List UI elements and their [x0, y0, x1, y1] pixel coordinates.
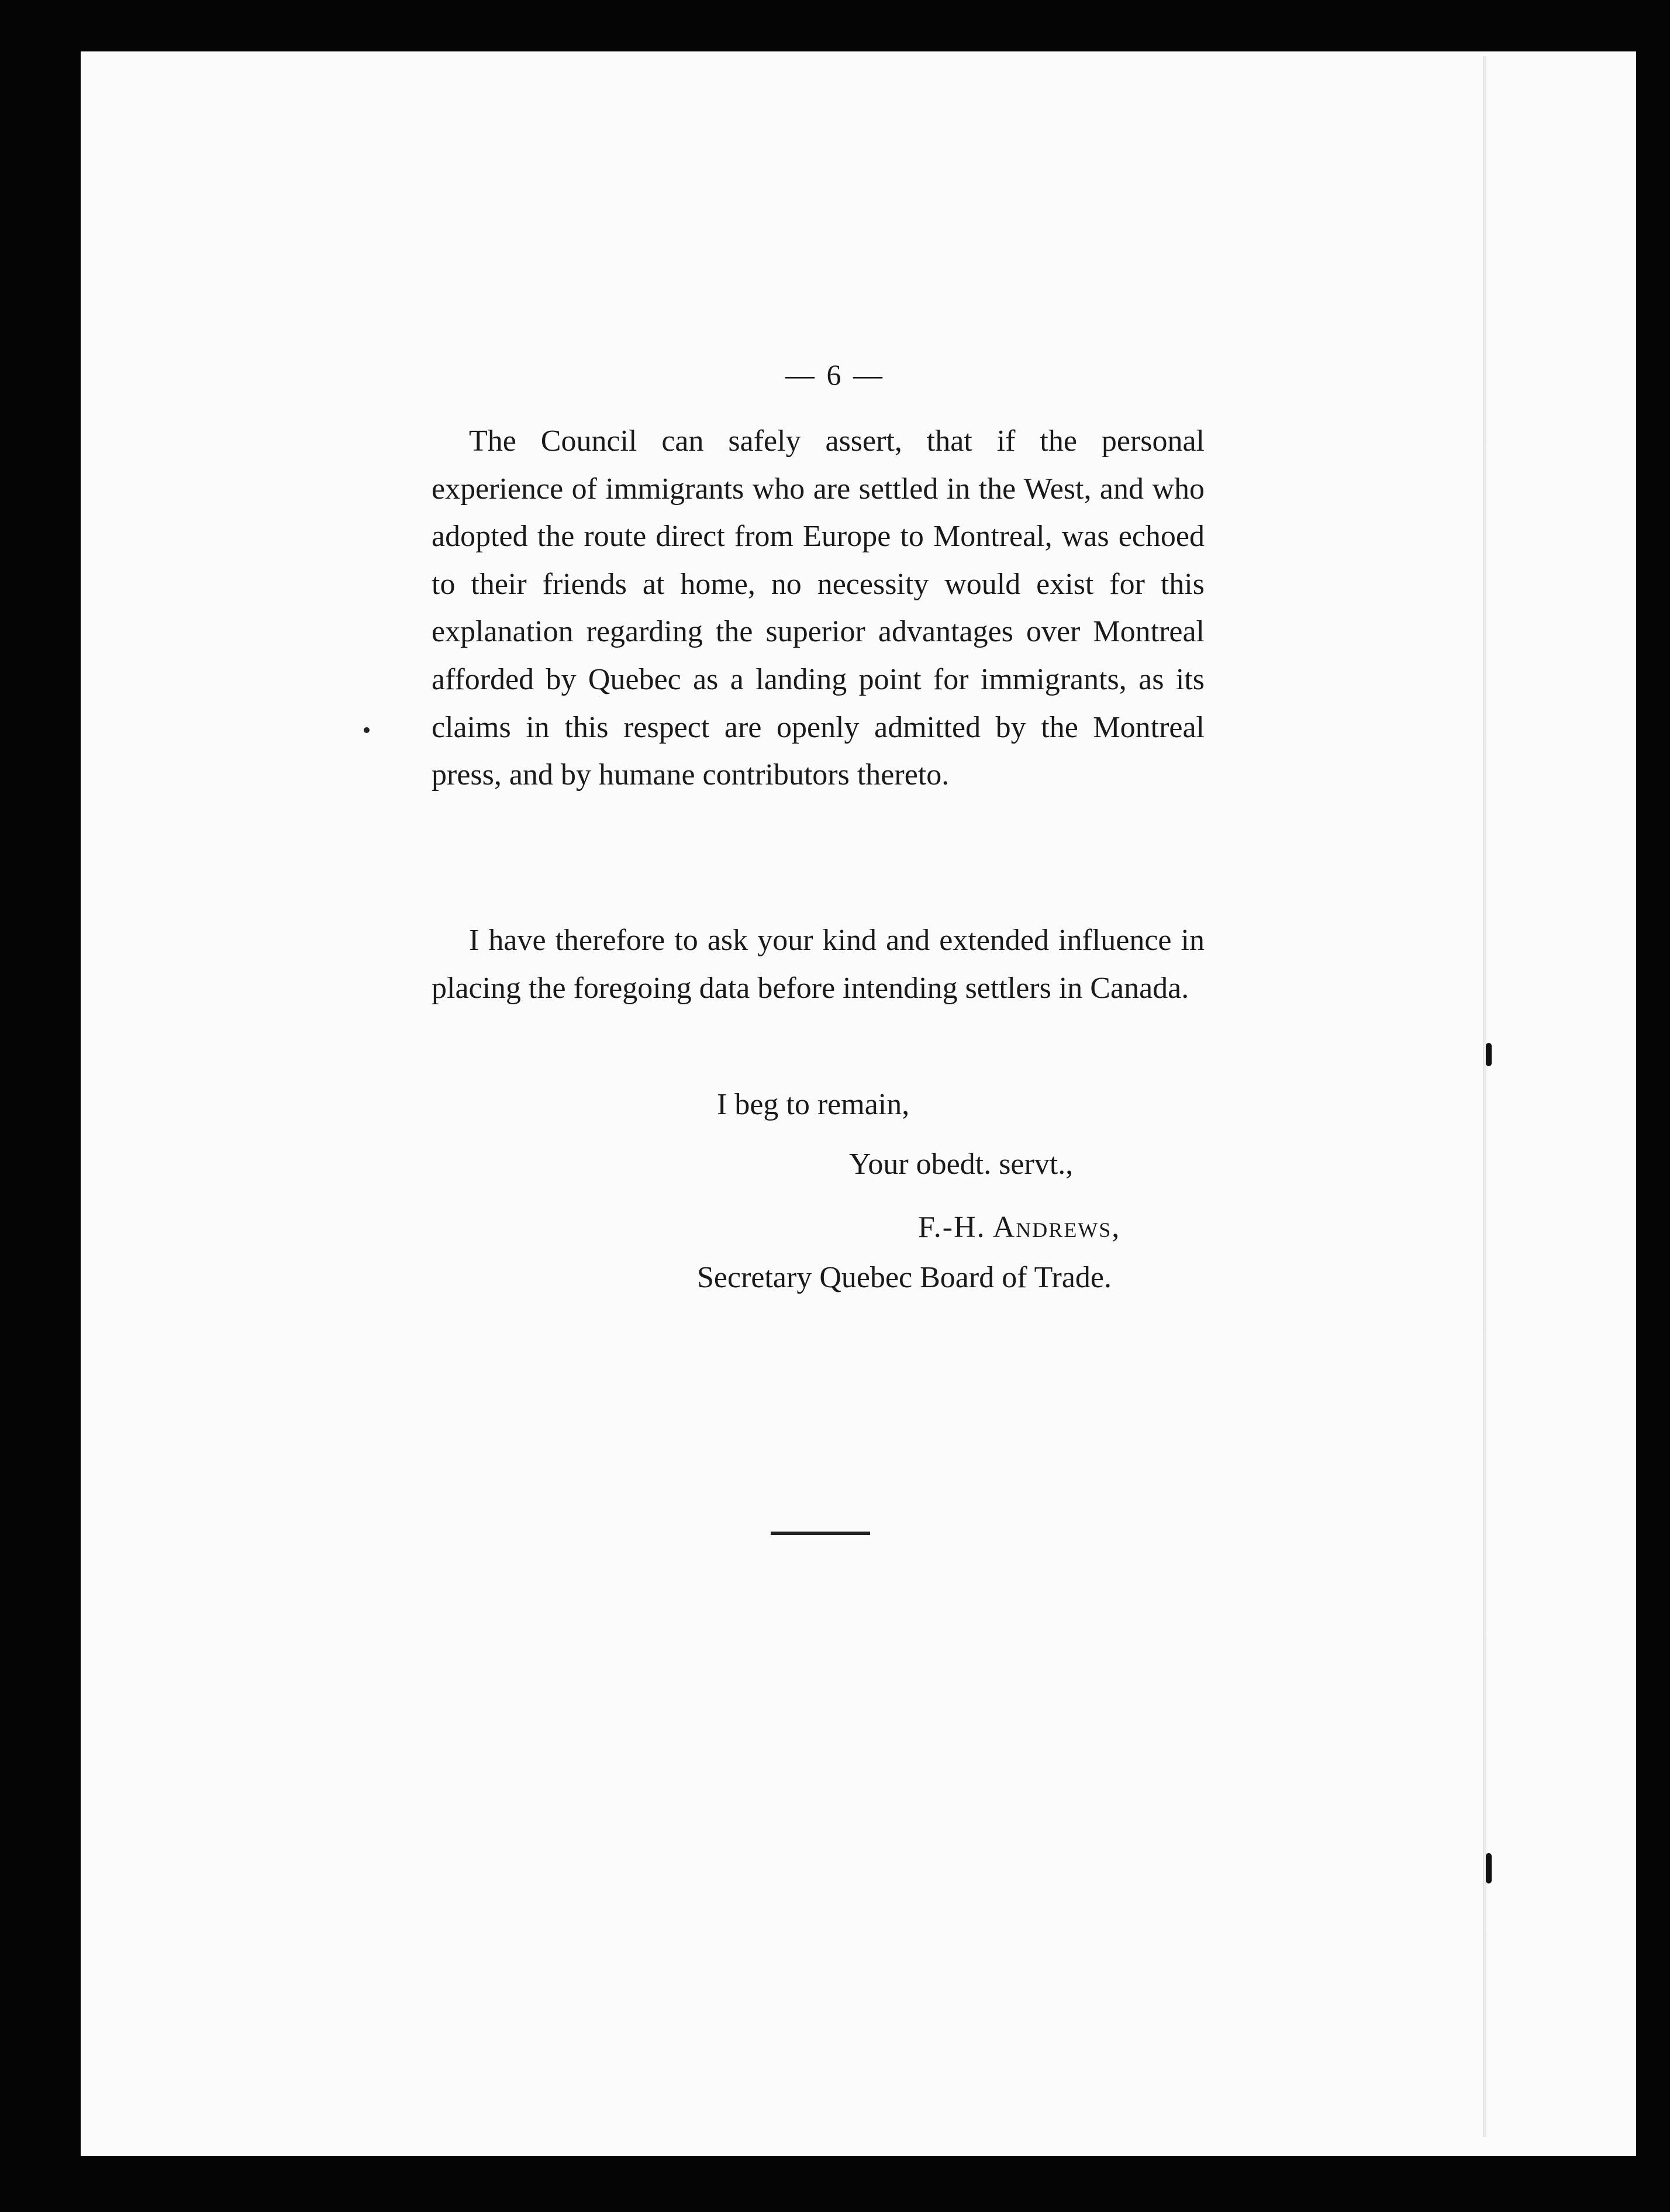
end-rule	[771, 1532, 870, 1535]
paragraph-text: The Council can safely assert, that if the personal experience of immigrants who are settled in the West, and who adopted the route direct from Europe to Montreal, was echoed to their friends at home, no necessity would exist for this explanation regarding the superior advantages over Montreal afforded by Quebec as a landing point for immigrants, as its claims in this respect are openly admitted by the Montreal press, and by humane contributors thereto.	[432, 424, 1205, 792]
body-paragraph	[432, 417, 1205, 799]
paragraph-text: I have therefore to ask your kind and extended influence in placing the foregoing data before intending settlers in Canada.	[432, 924, 1205, 1005]
signature-name: F.-H. Andrews,	[918, 1211, 1121, 1244]
margin-mark	[364, 727, 370, 733]
binding-mark	[1486, 1043, 1492, 1066]
page-number: — 6 —	[785, 358, 885, 391]
letter-signoff: Your obedt. servt.,	[849, 1148, 1074, 1181]
binding-mark	[1486, 1853, 1492, 1883]
letter-closing: I beg to remain,	[717, 1088, 910, 1121]
body-paragraph	[432, 917, 1205, 1012]
signature-title: Secretary Quebec Board of Trade.	[697, 1261, 1112, 1294]
